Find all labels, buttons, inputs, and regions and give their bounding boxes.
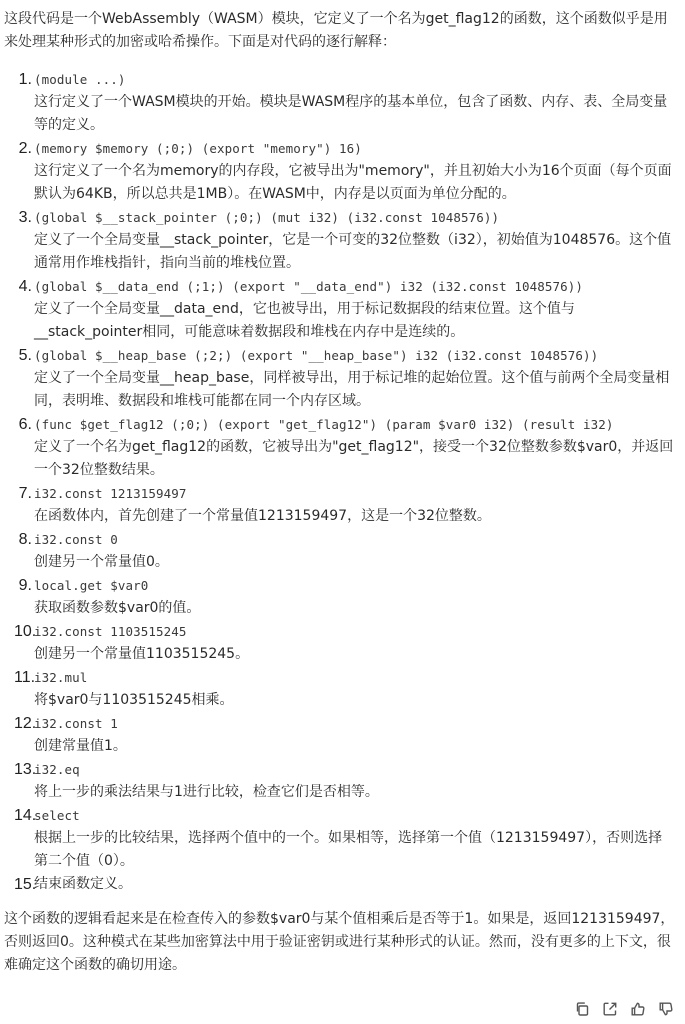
item-description: 根据上一步的比较结果，选择两个值中的一个。如果相等，选择第一个值（1213159497），否则选择第二个值（0）。	[34, 830, 663, 869]
code-line: i32.const 1	[34, 716, 118, 731]
item-number: 2.	[18, 140, 32, 157]
item-description: 结束函数定义。	[34, 876, 132, 892]
explanation-list	[4, 68, 675, 896]
list-item	[4, 873, 675, 896]
item-number: 8.	[18, 531, 32, 548]
item-number: 4.	[18, 278, 32, 295]
item-number: 7.	[18, 485, 32, 502]
share-button[interactable]	[599, 998, 621, 1020]
item-number: 12.	[14, 715, 37, 732]
code-line: i32.mul	[34, 670, 88, 685]
list-item	[4, 666, 675, 712]
item-description: 将$var0与1103515245相乘。	[34, 692, 234, 708]
code-line: (global $__stack_pointer (;0;) (mut i32) (i32.const 1048576))	[34, 210, 500, 225]
item-description: 创建另一个常量值0。	[34, 554, 169, 570]
list-item	[4, 206, 675, 275]
list-item	[4, 758, 675, 804]
code-line: i32.const 1103515245	[34, 624, 187, 639]
item-number: 14.	[14, 807, 37, 824]
chat-answer	[4, 8, 675, 977]
item-description: 定义了一个名为get_flag12的函数，它被导出为"get_flag12"，接受一个32位整数参数$var0，并返回一个32位整数结果。	[34, 439, 674, 478]
item-description: 定义了一个全局变量__heap_base，同样被导出，用于标记堆的起始位置。这个值与前两个全局变量相同，表明堆、数据段和堆栈可能都在同一个内存区域。	[34, 370, 670, 409]
message-actions	[571, 998, 677, 1020]
item-number: 3.	[18, 209, 32, 226]
item-description: 定义了一个全局变量__data_end，它也被导出，用于标记数据段的结束位置。这个值与__stack_pointer相同，可能意味着数据段和堆栈在内存中是连续的。	[34, 301, 575, 340]
list-item	[4, 137, 675, 206]
item-number: 1.	[18, 71, 32, 88]
list-item	[4, 413, 675, 482]
list-item	[4, 574, 675, 620]
code-line: (global $__data_end (;1;) (export "__data_end") i32 (i32.const 1048576))	[34, 279, 584, 294]
list-item	[4, 528, 675, 574]
copy-button[interactable]	[571, 998, 593, 1020]
like-button[interactable]	[627, 998, 649, 1020]
item-description: 这行定义了一个名为memory的内存段，它被导出为"memory"，并且初始大小为16个页面（每个页面默认为64KB，所以总共是1MB）。在WASM中，内存是以页面为单位分配的。	[34, 163, 672, 202]
item-description: 将上一步的乘法结果与1进行比较，检查它们是否相等。	[34, 784, 379, 800]
code-line: (func $get_flag12 (;0;) (export "get_flag12") (param $var0 i32) (result i32)	[34, 417, 614, 432]
item-number: 10.	[14, 623, 37, 640]
thumbs-up-icon	[630, 1001, 646, 1017]
code-line: (module ...)	[34, 72, 126, 87]
code-line: i32.eq	[34, 762, 80, 777]
item-number: 15.	[14, 876, 37, 893]
code-line: (global $__heap_base (;2;) (export "__heap_base") i32 (i32.const 1048576))	[34, 348, 599, 363]
list-item	[4, 68, 675, 137]
item-number: 6.	[18, 416, 32, 433]
summary-paragraph: 这个函数的逻辑看起来是在检查传入的参数$var0与某个值相乘后是否等于1。如果是，返回1213159497，否则返回0。这种模式在某些加密算法中用于验证密钥或进行某种形式的认证。然而，没有更多的上下文，很难确定这个函数的确切用途。	[4, 911, 675, 973]
code-line: select	[34, 808, 80, 823]
list-item	[4, 804, 675, 873]
item-number: 13.	[14, 761, 37, 778]
thumbs-down-icon	[658, 1001, 674, 1017]
item-number: 5.	[18, 347, 32, 364]
item-description: 创建另一个常量值1103515245。	[34, 646, 250, 662]
list-item	[4, 620, 675, 666]
item-description: 在函数体内，首先创建了一个常量值1213159497，这是一个32位整数。	[34, 508, 491, 524]
item-description: 获取函数参数$var0的值。	[34, 600, 201, 616]
copy-icon	[574, 1001, 590, 1017]
item-description: 定义了一个全局变量__stack_pointer，它是一个可变的32位整数（i32），初始值为1048576。这个值通常用作堆栈指针，指向当前的堆栈位置。	[34, 232, 672, 271]
share-icon	[602, 1001, 618, 1017]
code-line: i32.const 1213159497	[34, 486, 187, 501]
code-line: local.get $var0	[34, 578, 149, 593]
intro-paragraph: 这段代码是一个WebAssembly（WASM）模块，它定义了一个名为get_flag12的函数，这个函数似乎是用来处理某种形式的加密或哈希操作。下面是对代码的逐行解释：	[4, 11, 668, 50]
item-number: 9.	[18, 577, 32, 594]
item-number: 11.	[14, 669, 36, 686]
list-item	[4, 712, 675, 758]
dislike-button[interactable]	[655, 998, 677, 1020]
item-description: 创建常量值1。	[34, 738, 127, 754]
list-item	[4, 344, 675, 413]
item-description: 这行定义了一个WASM模块的开始。模块是WASM程序的基本单位，包含了函数、内存、表、全局变量等的定义。	[34, 94, 668, 133]
list-item	[4, 275, 675, 344]
code-line: i32.const 0	[34, 532, 118, 547]
code-line: (memory $memory (;0;) (export "memory") 16)	[34, 141, 362, 156]
list-item	[4, 482, 675, 528]
